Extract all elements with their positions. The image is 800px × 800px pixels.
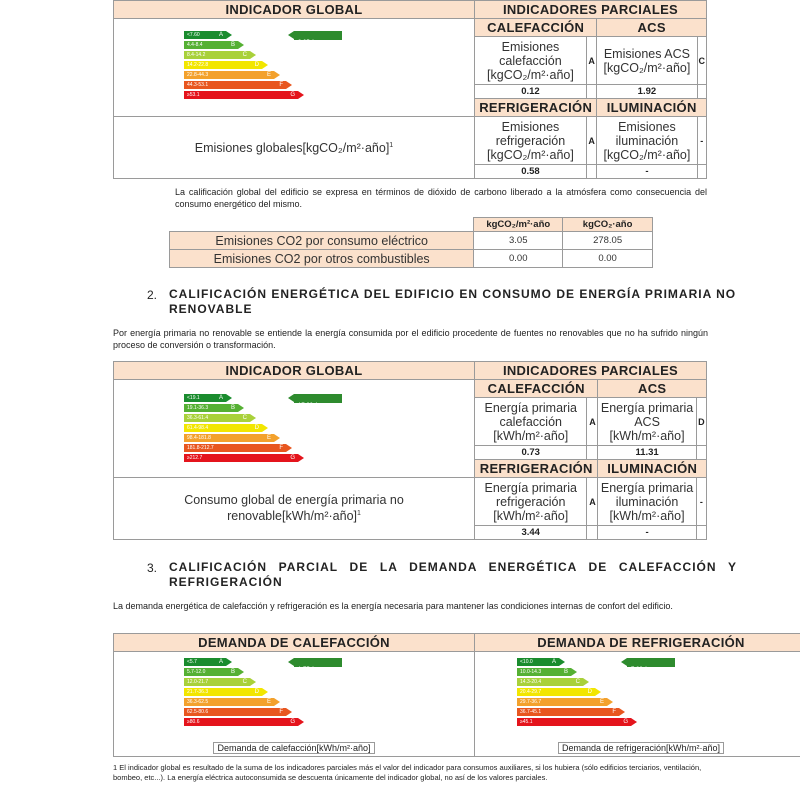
scale-range-label: ≥212.7 — [187, 455, 203, 461]
scale-bar-c — [184, 414, 250, 422]
section-2-number: 2. — [147, 288, 158, 302]
scale-range-label: 44.3-53.1 — [187, 82, 209, 88]
scale-bar-f — [184, 444, 286, 452]
lighting-value-2: - — [598, 526, 696, 540]
scale-arrow — [238, 404, 244, 412]
scale-bar-g — [184, 454, 298, 462]
cooling-scale-cell — [475, 652, 800, 739]
scale-bar-g — [184, 718, 298, 726]
scale-letter: G — [290, 455, 295, 461]
scale-arrow — [226, 31, 232, 39]
cooling-emissions-label: Emisiones refrigeración [kgCO₂/m²·año] — [475, 117, 587, 165]
scale-bar-b — [184, 668, 238, 676]
scale-letter: F — [279, 709, 283, 715]
scale-range-label: <5.7 — [187, 659, 197, 665]
heating-demand-header: DEMANDA DE CALEFACCIÓN — [114, 634, 475, 652]
global-consumption-label: Consumo global de energía primaria no renovable[kWh/m²·año]$^1$ — [114, 478, 475, 540]
cooling-rating: A — [586, 117, 596, 165]
scale-arrow — [238, 41, 244, 49]
scale-bar-f — [184, 81, 286, 89]
scale-range-label: 22.8-44.3 — [187, 72, 209, 78]
heating-scale-cell — [114, 652, 475, 739]
scale-letter: A — [218, 395, 223, 401]
scale-letter: E — [599, 699, 604, 705]
scale-range-label: 36.3-62.5 — [187, 699, 209, 705]
scale-range-label: <7.60 — [187, 32, 200, 38]
footnote: 1 El indicador global es resultado de la suma de los indicadores parciales más el valor del indicador para consumos auxiliares, si los hubiera (sólo edificios terciarios, ventilación, bombeo, etc...). La energía eléctrica autoconsumida se descuenta únicamente del indicador global, no así de los valores parciales. — [113, 763, 702, 782]
emissions-paragraph: La calificación global del edificio se expresa en términos de dióxido de carbono liberado a la atmósfera como consecuencia del consumo energético del mismo. — [175, 187, 707, 209]
scale-arrow — [274, 434, 280, 442]
primary-energy-table — [113, 361, 707, 540]
scale-range-label: 98.4-181.8 — [187, 435, 211, 441]
scale-range-label: <10.0 — [520, 659, 533, 665]
cooling-header-2: REFRIGERACIÓN — [475, 460, 598, 478]
scale-bar-a — [184, 658, 226, 666]
scale-arrow — [571, 668, 577, 676]
scale-letter: C — [575, 679, 580, 685]
scale-range-label: 181.8-212.7 — [187, 445, 214, 451]
heating-emissions-label: Emisiones calefacción [kgCO₂/m²·año] — [475, 37, 587, 85]
co2-col-per-year: kgCO₂·año — [563, 218, 653, 232]
cooling-rating-2: A — [587, 478, 598, 526]
scale-bar-c — [184, 51, 250, 59]
heating-rating-2: A — [587, 398, 598, 446]
cooling-value-2: 3.44 — [475, 526, 587, 540]
heating-value-2: 0.73 — [475, 446, 587, 460]
scale-bar-e — [517, 698, 607, 706]
scale-range-label: ≥45.1 — [520, 719, 533, 725]
acs-value: 1.92 — [597, 85, 697, 99]
scale-bar-e — [184, 698, 274, 706]
lighting-rating-2: - — [696, 478, 706, 526]
scale-letter: D — [254, 62, 259, 68]
scale-letter: D — [587, 689, 592, 695]
scale-range-label: <19.1 — [187, 395, 200, 401]
rating-indicator — [294, 31, 342, 46]
scale-range-label: 12.0-21.7 — [187, 679, 209, 685]
co2-row-electric-v2: 278.05 — [563, 232, 653, 250]
heating-demand-label: Demanda de calefacción[kWh/m²·año] — [213, 742, 374, 754]
acs-header: ACS — [597, 19, 707, 37]
scale-range-label: 62.5-80.6 — [187, 709, 209, 715]
scale-letter: C — [242, 52, 247, 58]
scale-letter: A — [551, 659, 556, 665]
lighting-header: ILUMINACIÓN — [597, 99, 707, 117]
co2-row-electric-v1: 3.05 — [474, 232, 563, 250]
rating-indicator-value: 3.05 A — [298, 39, 316, 46]
heating-header-2: CALEFACCIÓN — [475, 380, 598, 398]
scale-bar-f — [517, 708, 619, 716]
scale-range-label: 10.0-14.3 — [520, 669, 542, 675]
scale-bar-d — [517, 688, 595, 696]
scale-arrow — [250, 51, 256, 59]
scale-bar-d — [184, 61, 262, 69]
co2-row-other-v1: 0.00 — [474, 250, 563, 268]
section-2-title: CALIFICACIÓN ENERGÉTICA DEL EDIFICIO EN CONSUMO DE ENERGÍA PRIMARIA NO RENOVABLE — [169, 287, 737, 316]
heating-demand-scale — [184, 658, 474, 738]
scale-arrow — [298, 91, 304, 99]
scale-range-label: 4.4-8.4 — [187, 42, 203, 48]
section-3-title: CALIFICACIÓN PARCIAL DE LA DEMANDA ENERGÉTICA DE CALEFACCIÓN Y REFRIGERACIÓN — [169, 560, 737, 589]
scale-arrow — [595, 688, 601, 696]
scale-letter: E — [266, 72, 271, 78]
scale-arrow — [250, 678, 256, 686]
section-2-paragraph: Por energía primaria no renovable se entiende la energía consumida por el edificio procedente de fuentes no renovables que no ha sufrido ningún proceso de conversión o transformación. — [113, 328, 708, 350]
scale-arrow — [286, 444, 292, 452]
scale-letter: G — [623, 719, 628, 725]
scale-range-label: ≥53.1 — [187, 92, 200, 98]
cooling-header: REFRIGERACIÓN — [475, 99, 597, 117]
heating-value: 0.12 — [475, 85, 587, 99]
cooling-energy-label: Energía primaria refrigeración [kWh/m²·año] — [475, 478, 587, 526]
partial-indicators-header: INDICADORES PARCIALES — [475, 1, 707, 19]
scale-arrow — [262, 424, 268, 432]
scale-arrow — [274, 698, 280, 706]
scale-letter: F — [279, 82, 283, 88]
scale-arrow — [559, 658, 565, 666]
global-indicator-header-2: INDICADOR GLOBAL — [114, 362, 475, 380]
scale-arrow — [274, 71, 280, 79]
scale-letter: G — [290, 719, 295, 725]
scale-bar-d — [184, 424, 262, 432]
scale-letter: B — [230, 669, 235, 675]
section-3-number: 3. — [147, 561, 158, 575]
scale-letter: C — [242, 415, 247, 421]
scale-bar-g — [517, 718, 631, 726]
scale-bar-f — [184, 708, 286, 716]
energy-scale — [184, 31, 474, 111]
scale-range-label: 20.4-29.7 — [520, 689, 542, 695]
scale-bar-c — [184, 678, 250, 686]
scale-letter: G — [290, 92, 295, 98]
section-3-paragraph: La demanda energética de calefacción y refrigeración es la energía necesaria para mantener las condiciones internas de confort del edificio. — [113, 601, 673, 611]
lighting-energy-label: Energía primaria iluminación [kWh/m²·año] — [598, 478, 696, 526]
scale-letter: C — [242, 679, 247, 685]
emissions-table — [113, 0, 707, 179]
acs-rating: C — [697, 37, 706, 85]
cooling-demand-scale — [517, 658, 800, 738]
co2-row-other-label: Emisiones CO2 por otros combustibles — [170, 250, 474, 268]
demand-table — [113, 633, 800, 757]
acs-rating-2: D — [696, 398, 706, 446]
acs-emissions-label: Emisiones ACS [kgCO₂/m²·año] — [597, 37, 697, 85]
scale-bar-e — [184, 71, 274, 79]
acs-energy-label: Energía primaria ACS [kWh/m²·año] — [598, 398, 696, 446]
scale-letter: F — [612, 709, 616, 715]
scale-letter: B — [563, 669, 568, 675]
rating-indicator-value: 1.75 A — [298, 666, 316, 673]
scale-arrow — [226, 394, 232, 402]
scale-arrow — [631, 718, 637, 726]
heating-energy-label: Energía primaria calefacción [kWh/m²·año] — [475, 398, 587, 446]
scale-arrow — [583, 678, 589, 686]
scale-arrow — [262, 688, 268, 696]
scale-bar-a — [184, 394, 226, 402]
acs-value-2: 11.31 — [598, 446, 696, 460]
scale-range-label: 14.2-22.8 — [187, 62, 209, 68]
scale-letter: B — [230, 405, 235, 411]
heating-rating: A — [586, 37, 596, 85]
scale-range-label: 29.7-36.7 — [520, 699, 542, 705]
scale-bar-e — [184, 434, 274, 442]
scale-bar-b — [517, 668, 571, 676]
rating-indicator — [627, 658, 675, 673]
co2-table — [169, 217, 653, 268]
rating-indicator — [294, 394, 342, 409]
scale-arrow — [238, 668, 244, 676]
scale-arrow — [286, 81, 292, 89]
co2-row-other-v2: 0.00 — [563, 250, 653, 268]
scale-range-label: 36.7-45.1 — [520, 709, 542, 715]
scale-letter: A — [218, 32, 223, 38]
cooling-demand-label: Demanda de refrigeración[kWh/m²·año] — [558, 742, 724, 754]
cooling-value: 0.58 — [475, 165, 587, 179]
scale-range-label: 61.4-98.4 — [187, 425, 209, 431]
scale-letter: E — [266, 699, 271, 705]
scale-bar-a — [517, 658, 559, 666]
scale-letter: D — [254, 425, 259, 431]
energy-scale-2 — [184, 394, 474, 474]
scale-range-label: 8.4-14.2 — [187, 52, 206, 58]
scale-bar-g — [184, 91, 298, 99]
scale-arrow — [298, 454, 304, 462]
rating-indicator-value: 7.88 A — [631, 666, 649, 673]
partial-indicators-header-2: INDICADORES PARCIALES — [475, 362, 707, 380]
heating-header: CALEFACCIÓN — [475, 19, 597, 37]
scale-letter: F — [279, 445, 283, 451]
global-scale-cell-2 — [114, 380, 475, 478]
lighting-rating: - — [697, 117, 706, 165]
cooling-demand-header: DEMANDA DE REFRIGERACIÓN — [475, 634, 800, 652]
scale-arrow — [298, 718, 304, 726]
scale-range-label: 21.7-36.3 — [187, 689, 209, 695]
scale-arrow — [619, 708, 625, 716]
scale-bar-b — [184, 404, 238, 412]
global-emissions-label: Emisiones globales[kgCO₂/m²·año]$^1$ — [114, 117, 475, 179]
lighting-header-2: ILUMINACIÓN — [598, 460, 707, 478]
rating-indicator — [294, 658, 342, 673]
scale-letter: A — [218, 659, 223, 665]
scale-letter: D — [254, 689, 259, 695]
scale-arrow — [286, 708, 292, 716]
scale-range-label: 14.3-20.4 — [520, 679, 542, 685]
scale-arrow — [226, 658, 232, 666]
lighting-emissions-label: Emisiones iluminación [kgCO₂/m²·año] — [597, 117, 697, 165]
scale-range-label: 5.7-12.0 — [187, 669, 206, 675]
rating-indicator-value: 17.90 A — [298, 402, 319, 409]
scale-range-label: 19.1-36.3 — [187, 405, 209, 411]
scale-arrow — [250, 414, 256, 422]
acs-header-2: ACS — [598, 380, 707, 398]
co2-row-electric-label: Emisiones CO2 por consumo eléctrico — [170, 232, 474, 250]
scale-letter: B — [230, 42, 235, 48]
co2-col-per-m2: kgCO₂/m²·año — [474, 218, 563, 232]
scale-arrow — [262, 61, 268, 69]
global-indicator-header: INDICADOR GLOBAL — [114, 1, 475, 19]
scale-bar-d — [184, 688, 262, 696]
scale-arrow — [607, 698, 613, 706]
scale-range-label: ≥80.6 — [187, 719, 200, 725]
scale-bar-c — [517, 678, 583, 686]
scale-range-label: 36.3-61.4 — [187, 415, 209, 421]
scale-bar-a — [184, 31, 226, 39]
scale-letter: E — [266, 435, 271, 441]
lighting-value: - — [597, 165, 697, 179]
scale-bar-b — [184, 41, 238, 49]
global-scale-cell — [114, 19, 475, 117]
